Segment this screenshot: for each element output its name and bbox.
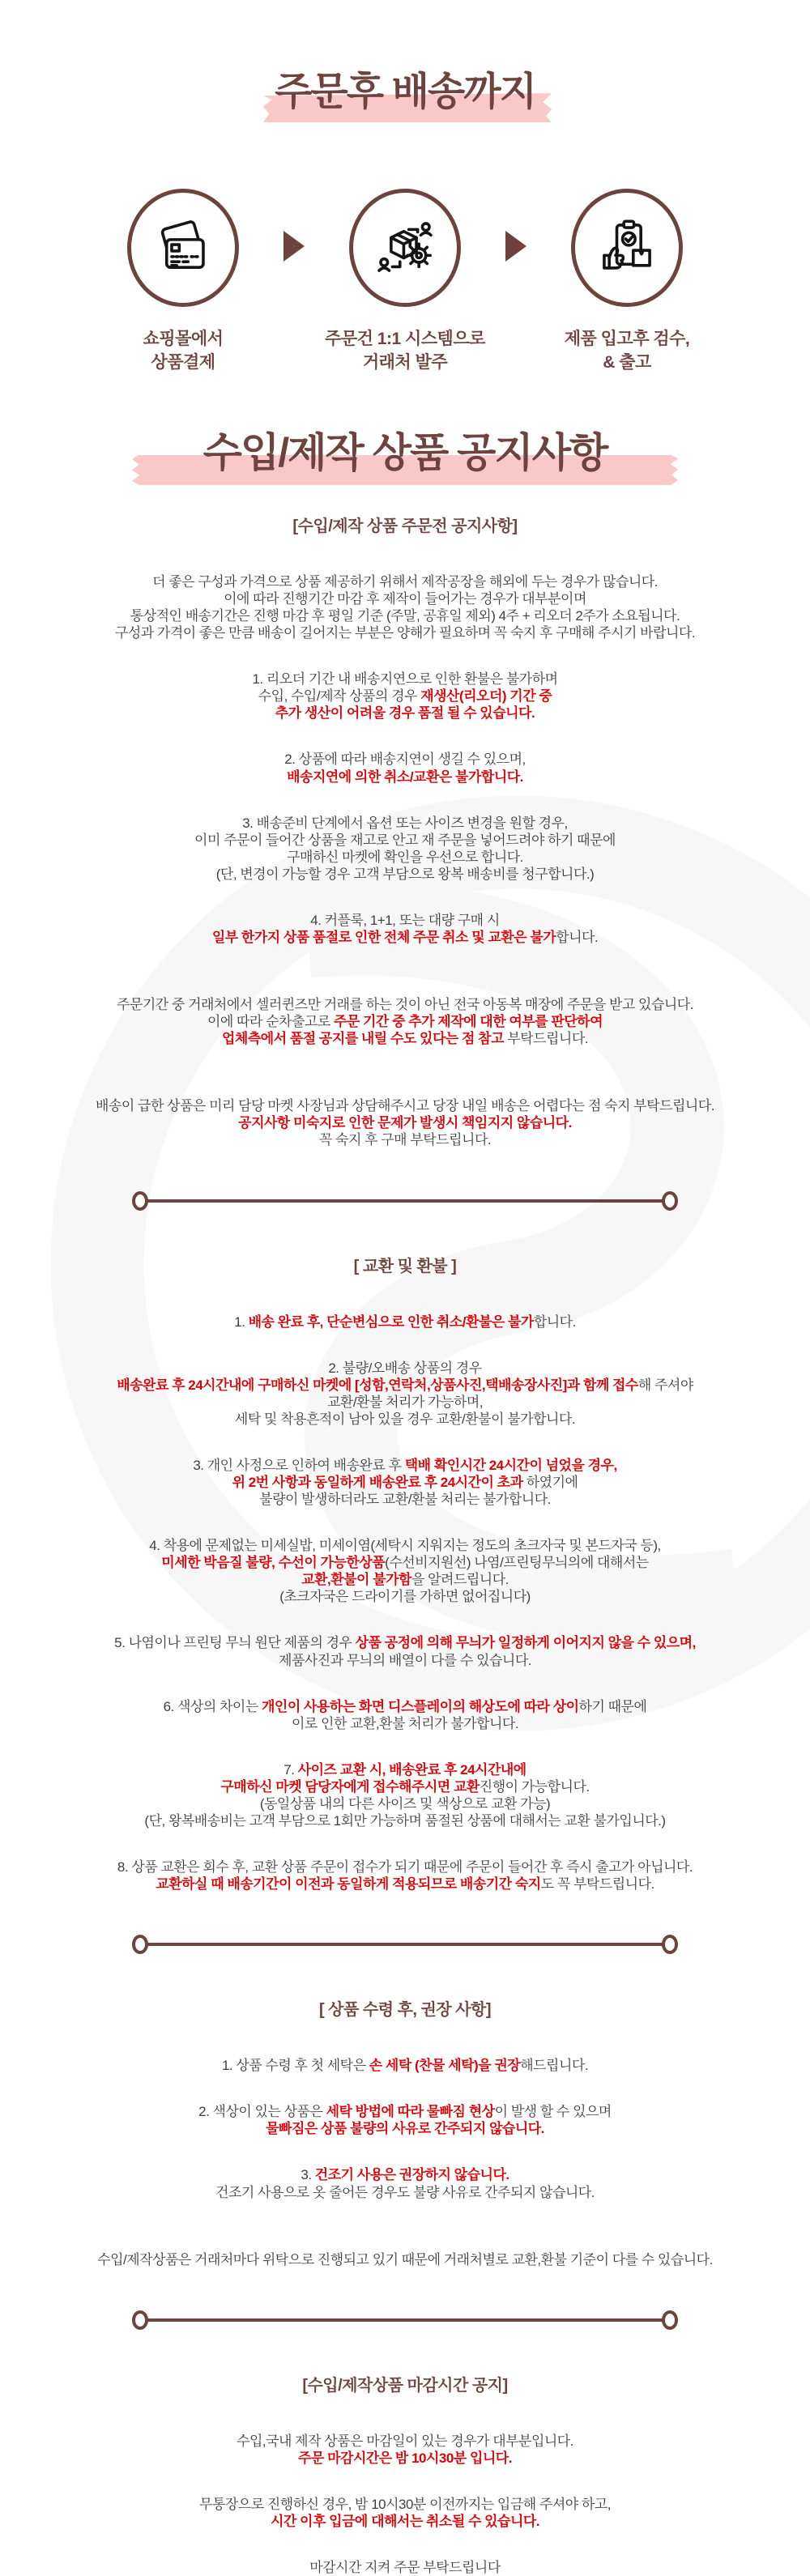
notice-line: 주문 마감시간은 밤 10시30분 입니다. [298, 2450, 512, 2466]
inspection-icon [595, 216, 659, 279]
notice-line: 제품사진과 무늬의 배열이 다를 수 있습니다. [279, 1652, 531, 1668]
notice-paragraph [0, 751, 810, 785]
notice-paragraph [0, 1360, 810, 1428]
divider-ring [662, 1935, 678, 1954]
notice-line: 건조기 사용으로 옷 줄어든 경우도 불량 사유로 간주되지 않습니다. [215, 2184, 595, 2200]
notice-line: 3. 배송준비 단계에서 옵션 또는 사이즈 변경을 원할 경우, [242, 815, 568, 831]
notice-line: 이로 인한 교환,환불 처리가 불가합니다. [291, 1715, 519, 1731]
notice-paragraph [0, 671, 810, 722]
notice-line: 3. 개인 사정으로 인하여 배송완료 후 택배 확인시간 24시간이 넘었을 경우, [193, 1457, 617, 1473]
notice-paragraph [0, 1097, 810, 1148]
notice-line: (동일상품 내의 다른 사이즈 및 색상으로 교환 가능) [259, 1795, 551, 1812]
notice-paragraph [0, 815, 810, 883]
notice-paragraph [0, 573, 810, 641]
notice-paragraph [0, 1314, 810, 1331]
notice-line: 이미 주문이 들어간 상품을 재고로 안고 재 주문을 넣어드려야 하기 때문에 [194, 832, 616, 848]
notice-paragraph [0, 1698, 810, 1732]
notice-body [0, 513, 810, 2576]
notice-line: 교환하실 때 배송기간이 이전과 동일하게 적용되므로 배송기간 숙지도 꼭 부탁드립니다. [156, 1876, 654, 1893]
notice-line: 업체측에서 품절 공지를 내릴 수도 있다는 점 참고 부탁드립니다. [222, 1031, 588, 1047]
notice-line: (단, 왕복배송비는 고객 부담으로 1회만 가능하며 품절된 상품에 대해서는 교환 불가입니다.) [144, 1813, 666, 1829]
arrow-right-icon [284, 231, 305, 262]
notice-line: 교환/환불 처리가 가능하며, [326, 1394, 484, 1410]
divider-ring [132, 1191, 148, 1211]
section-header: [ 교환 및 환불 ] [353, 1257, 457, 1275]
notice-line: 배송완료 후 24시간내에 구매하신 마켓에 [성함,연락처,상품사진,택배송장사진]과 함께 접수해 주셔야 [117, 1377, 693, 1393]
section-divider [132, 2310, 678, 2330]
section-header: [ 상품 수령 후, 권장 사항] [318, 2001, 492, 2020]
notice-line: 일부 한가지 상품 품절로 인한 전체 주문 취소 및 교환은 불가합니다. [211, 929, 599, 945]
notice-line: 미세한 박음질 불량, 수선이 가능한상품(수선비지원선) 나염/프린팅무늬의에 대해서는 [161, 1555, 649, 1571]
notice-paragraph [0, 2433, 810, 2467]
notice-line: 추가 생산이 어려울 경우 품절 될 수 있습니다. [275, 705, 535, 722]
notice-line: 1. 리오더 기간 내 배송지연으로 인한 환불은 불가하며 [252, 671, 558, 688]
notice-line: 공지사항 미숙지로 인한 문제가 발생시 책임지지 않습니다. [238, 1115, 572, 1131]
notice-line: 수입,국내 제작 상품은 마감일이 있는 경우가 대부분입니다. [237, 2433, 573, 2449]
notice-line: 6. 색상의 차이는 개인이 사용하는 화면 디스플레이의 해상도에 따라 상이하기 때문에 [163, 1698, 647, 1714]
section-header: [수입/제작상품 마감시간 공지] [302, 2376, 508, 2395]
divider-ring [132, 1935, 148, 1954]
notice-line: 4. 커플룩, 1+1, 또는 대량 구매 시 [310, 912, 500, 928]
notice-line: 위 2번 사항과 동일하게 배송완료 후 24시간이 초과 하였기에 [232, 1474, 578, 1490]
notice-line: 수입/제작상품은 거래처마다 위탁으로 진행되고 있기 때문에 거래처별로 교환,환불 기준이 다를 수 있습니다. [97, 2251, 713, 2267]
notice-line: (단, 변경이 가능할 경우 고객 부담으로 왕복 배송비를 청구합니다.) [215, 866, 595, 882]
notice-line: 8. 상품 교환은 회수 후, 교환 상품 주문이 접수가 되기 때문에 주문이 들어간 후 즉시 출고가 아닙니다. [117, 1859, 693, 1876]
divider-line [147, 1199, 663, 1203]
notice-line: 통상적인 배송기간은 진행 마감 후 평일 기준 (주말, 공휴일 제외) 4주 + 리오더 2주가 소요됩니다. [130, 608, 680, 624]
order-process-flow [0, 189, 810, 374]
order-system-icon [373, 216, 437, 279]
notice-line: 마감시간 지켜 주문 부탁드립니다 [309, 2560, 501, 2576]
notice-line: 3. 건조기 사용은 권장하지 않습니다. [301, 2167, 509, 2183]
notice-line: 1. 배송 완료 후, 단순변심으로 인한 취소/환불은 불가합니다. [234, 1314, 576, 1330]
notice-line: 이에 따라 진행기간 마감 후 제작이 들어가는 경우가 대부분이며 [224, 590, 586, 607]
divider-line [147, 1943, 663, 1946]
notice-paragraph [0, 1457, 810, 1508]
divider-ring [662, 1191, 678, 1211]
notice-line: (초크자국은 드라이기를 가하면 없어집니다) [279, 1589, 531, 1605]
step-caption: 제품 입고후 검수, & 출고 [564, 330, 690, 372]
notice-line: 7. 사이즈 교환 시, 배송완료 후 24시간내에 [284, 1761, 526, 1778]
notice-paragraph [0, 996, 810, 1047]
page-title: 주문후 배송까지 [275, 70, 535, 114]
section-divider [132, 1191, 678, 1211]
notice-paragraph [0, 2057, 810, 2074]
notice-line: 교환,환불이 불가함을 알려드립니다. [301, 1572, 509, 1588]
step-caption: 쇼핑몰에서 상품결제 [143, 330, 224, 372]
notice-line: 배송이 급한 상품은 미리 담당 마켓 사장님과 상담해주시고 당장 내일 배송은 어렵다는 점 숙지 부탁드립니다. [96, 1098, 714, 1114]
divider-ring [662, 2310, 678, 2330]
step-circle [571, 189, 683, 307]
notice-line: 2. 색상이 있는 상품은 세탁 방법에 따라 물빠짐 현상이 발생 할 수 있으며 [198, 2104, 612, 2120]
notice-line: 2. 불량/오배송 상품의 경우 [328, 1360, 482, 1376]
divider-line [147, 2318, 663, 2322]
section-header: [수입/제작 상품 주문전 공지사항] [292, 517, 518, 535]
notice-paragraph [0, 1761, 810, 1829]
process-step-payment [87, 189, 279, 374]
notice-paragraph [0, 2559, 810, 2576]
notice-line: 더 좋은 구성과 가격으로 상품 제공하기 위해서 제작공장을 해외에 두는 경우가 많습니다. [152, 573, 658, 590]
process-step-order [309, 189, 501, 374]
step-circle [127, 189, 239, 307]
notice-line: 구매하신 마켓에 확인을 우선으로 합니다. [287, 849, 523, 865]
process-step-shipping [531, 189, 723, 374]
notice-line: 5. 나염이나 프린팅 무늬 원단 제품의 경우 상품 공정에 의해 무늬가 일정하게 이어지지 않을 수 있으며, [114, 1635, 696, 1651]
notice-line: 세탁 및 착용흔적이 남아 있을 경우 교환/환불이 불가합니다. [234, 1411, 576, 1427]
credit-card-icon [151, 216, 215, 279]
notice-line: 1. 상품 수령 후 첫 세탁은 손 세탁 (찬물 세탁)을 권장해드립니다. [221, 2058, 589, 2074]
section-divider [132, 1935, 678, 1954]
notice-paragraph [0, 2496, 810, 2530]
notice-line: 2. 상품에 따라 배송지연이 생길 수 있으며, [284, 752, 526, 768]
notice-line: 이에 따라 순차출고로 주문 기간 중 추가 제작에 대한 여부를 판단하여 [207, 1014, 603, 1030]
notice-paragraph [0, 1537, 810, 1605]
notice-line: 주문기간 중 거래처에서 셀러퀸즈만 거래를 하는 것이 아닌 전국 아동복 매장에 주문을 받고 있습니다. [117, 997, 693, 1013]
notice-line: 4. 착용에 문제없는 미세실밥, 미세이염(세탁시 지워지는 정도의 초크자국 및 본드자국 등), [149, 1538, 661, 1554]
notice-line: 꼭 숙지 후 구매 부탁드립니다. [318, 1132, 492, 1148]
notice-paragraph [0, 1859, 810, 1893]
notice-line: 불량이 발생하더라도 교환/환불 처리는 불가합니다. [259, 1492, 551, 1508]
notice-line: 무통장으로 진행하신 경우, 밤 10시30분 이전까지는 입금해 주셔야 하고, [199, 2496, 611, 2512]
arrow-right-icon [505, 231, 526, 262]
notice-paragraph [0, 2251, 810, 2268]
notice-line: 시간 이후 입금에 대해서는 취소될 수 있습니다. [270, 2513, 540, 2529]
divider-ring [132, 2310, 148, 2330]
notice-line: 수입, 수입/제작 상품의 경우 재생산(리오더) 기간 중 [258, 688, 552, 705]
notice-line: 물빠짐은 상품 불량의 사유로 간주되지 않습니다. [266, 2121, 544, 2137]
step-circle [349, 189, 461, 307]
notice-paragraph [0, 1634, 810, 1668]
notice-line: 배송지연에 의한 취소/교환은 불가합니다. [287, 769, 523, 785]
notice-line: 구매하신 마켓 담당자에게 접수해주시면 교환진행이 가능합니다. [220, 1778, 590, 1795]
notice-paragraph [0, 912, 810, 946]
notice-line: 구성과 가격이 좋은 만큼 배송이 길어지는 부분은 양해가 필요하며 꼭 숙지 후 구매해 주시기 바랍니다. [114, 625, 696, 641]
notice-paragraph [0, 2166, 810, 2200]
notice-paragraph [0, 2103, 810, 2137]
step-caption: 주문건 1:1 시스템으로 거래처 발주 [325, 330, 485, 372]
notice-section-title: 수입/제작 상품 공지사항 [0, 431, 810, 475]
